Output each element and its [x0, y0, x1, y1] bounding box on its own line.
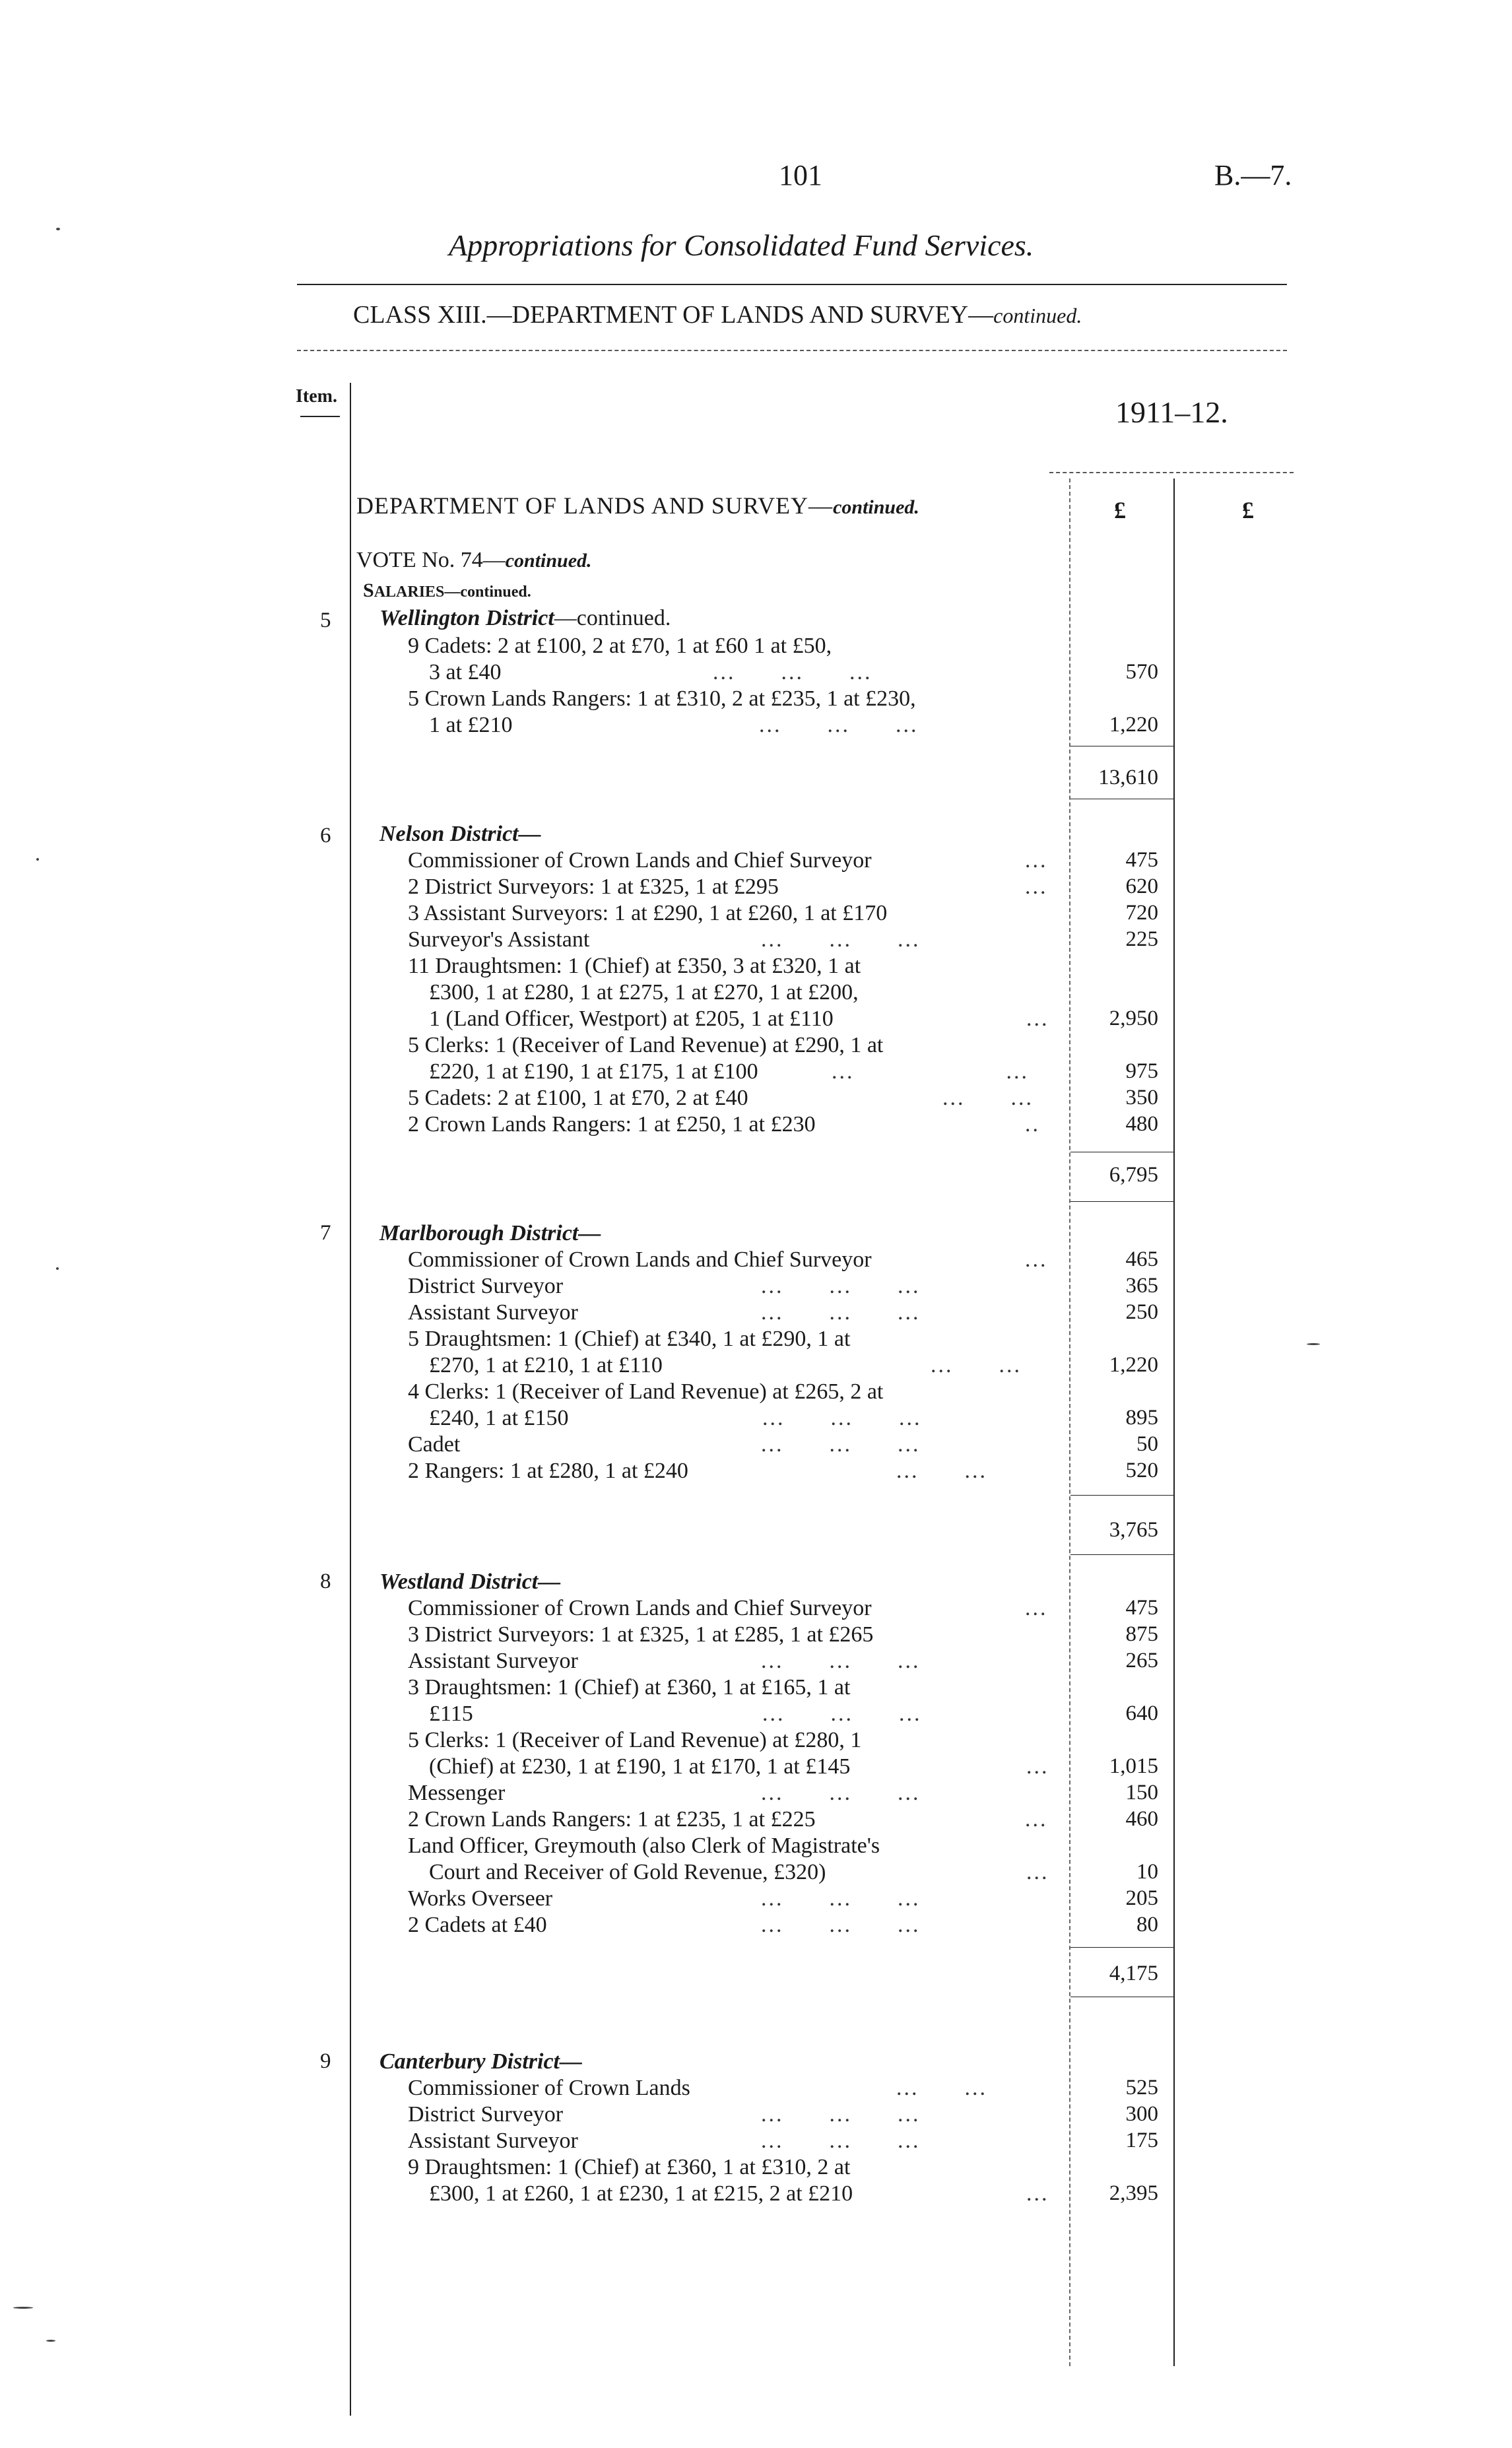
leader-dots: ... [1025, 1807, 1048, 1832]
column-heading-rule [1049, 472, 1294, 473]
district-heading-canterbury: Canterbury District— [379, 2049, 582, 2074]
salaries-heading [363, 579, 531, 602]
line-amount: 1,220 [1109, 1353, 1158, 1377]
line-item [408, 1432, 921, 1457]
line-amount: 1,220 [1109, 713, 1158, 737]
item-column-divider [350, 383, 351, 2416]
item-column-label: Item. [296, 386, 337, 407]
leader-dots: ... ... ... [762, 1702, 922, 1726]
line-item: 4 Clerks: 1 (Receiver of Land Revenue) at £265, 2 at [408, 1379, 884, 1404]
line-item [408, 875, 1048, 900]
class-heading [353, 300, 1082, 329]
leader-dots: ... [1026, 1007, 1049, 1031]
line-amount: 480 [1125, 1112, 1158, 1136]
line-item: 3 Draughtsmen: 1 (Chief) at £360, 1 at £165, 1 at [408, 1675, 851, 1700]
line-item [429, 1059, 1029, 1084]
line-item [429, 660, 872, 685]
line-item-text: 2 Cadets at £40 [408, 1913, 547, 1937]
vote-heading [356, 548, 592, 573]
col2-currency-symbol: £ [1242, 497, 1254, 523]
line-item [408, 1247, 1048, 1273]
leader-dots: .. [1025, 1112, 1040, 1137]
line-item-text: District Surveyor [408, 2102, 564, 2127]
district-total: 13,610 [1098, 766, 1158, 789]
line-amount: 80 [1136, 1913, 1158, 1936]
line-item: 11 Draughtsmen: 1 (Chief) at £350, 3 at £320, 1 at [408, 954, 861, 978]
line-item-text: £220, 1 at £190, 1 at £175, 1 at £100 [429, 1059, 758, 1084]
line-item [429, 713, 919, 738]
department-heading-text: DEPARTMENT OF LANDS AND SURVEY— [356, 492, 834, 519]
leader-dots: ... ... [896, 2076, 987, 2100]
col1-currency-symbol: £ [1114, 497, 1126, 523]
line-item-text: 2 District Surveyors: 1 at £325, 1 at £295 [408, 875, 779, 899]
vote-heading-text: VOTE No. 74— [356, 548, 506, 572]
line-item-text: 1 at £210 [429, 713, 513, 737]
line-item: 5 Crown Lands Rangers: 1 at £310, 2 at £235, 1 at £230, [408, 686, 916, 711]
line-item [408, 1086, 1034, 1111]
line-item-text: Surveyor's Assistant [408, 927, 590, 952]
line-item-text: Assistant Surveyor [408, 1300, 578, 1325]
leader-dots: ... ... ... [713, 660, 872, 684]
district-heading-nelson: Nelson District— [379, 822, 541, 846]
line-item-text: Commissioner of Crown Lands and Chief Surveyor [408, 848, 872, 873]
leader-dots: ... ... [942, 1086, 1034, 1110]
line-amount: 10 [1136, 1860, 1158, 1884]
line-amount: 2,950 [1109, 1007, 1158, 1030]
line-item: 5 Clerks: 1 (Receiver of Land Revenue) at £290, 1 at [408, 1033, 884, 1057]
line-amount: 620 [1125, 875, 1158, 898]
item-number: 6 [320, 824, 331, 847]
line-amount: 475 [1125, 848, 1158, 872]
line-item [408, 1886, 921, 1911]
line-amount: 350 [1125, 1086, 1158, 1109]
item-number: 5 [320, 609, 331, 632]
line-item [429, 1007, 1049, 1032]
leader-dots: ... ... ... [761, 1886, 921, 1911]
line-amount: 720 [1125, 901, 1158, 925]
district-heading-westland: Westland District— [379, 1570, 561, 1594]
line-item: 9 Draughtsmen: 1 (Chief) at £360, 1 at £310, 2 at [408, 2155, 851, 2179]
subtotal-rule [1070, 1495, 1173, 1496]
line-item-text: 2 Crown Lands Rangers: 1 at £235, 1 at £225 [408, 1807, 816, 1832]
line-item-text: Cadet [408, 1432, 461, 1457]
vote-heading-continued: continued. [505, 550, 592, 572]
scan-speck [56, 228, 60, 230]
line-amount: 300 [1125, 2102, 1158, 2126]
leader-dots: ... ... ... [761, 927, 921, 952]
leader-dots: ... ... [896, 1459, 987, 1483]
district-heading-marlborough: Marlborough District— [379, 1221, 601, 1245]
line-item-text: District Surveyor [408, 1274, 564, 1298]
amount-column-right-divider [1173, 479, 1175, 2366]
line-amount: 875 [1125, 1622, 1158, 1646]
item-number: 9 [320, 2049, 331, 2073]
scan-speck [46, 2340, 55, 2342]
line-item [408, 1807, 1048, 1832]
line-amount: 475 [1125, 1596, 1158, 1620]
line-item: 9 Cadets: 2 at £100, 2 at £70, 1 at £60 1 at £50, [408, 634, 832, 658]
item-number: 7 [320, 1221, 331, 1245]
line-amount: 465 [1125, 1247, 1158, 1271]
subtotal-rule [1070, 1554, 1173, 1555]
leader-dots: ... ... ... [761, 1649, 921, 1673]
district-total: 3,765 [1109, 1518, 1158, 1542]
line-item [408, 1596, 1048, 1621]
leader-dots: ... [1025, 1596, 1048, 1620]
line-amount: 640 [1125, 1702, 1158, 1725]
line-amount: 1,015 [1109, 1754, 1158, 1778]
line-amount: 150 [1125, 1781, 1158, 1804]
district-total: 4,175 [1109, 1962, 1158, 1985]
class-heading-continued: continued. [993, 304, 1082, 327]
line-amount: 460 [1125, 1807, 1158, 1831]
leader-dots: ... [1026, 1754, 1049, 1779]
scan-speck [13, 2307, 33, 2309]
line-item [429, 1860, 1049, 1885]
line-item [408, 2129, 921, 2154]
leader-dots: ... ... [931, 1353, 1022, 1377]
line-amount: 520 [1125, 1459, 1158, 1482]
district-heading-wellington [379, 606, 671, 631]
page-number: 101 [779, 159, 822, 191]
scan-speck [56, 1267, 59, 1270]
line-amount: 2,395 [1109, 2181, 1158, 2205]
line-amount: 365 [1125, 1274, 1158, 1298]
line-item [408, 1649, 921, 1674]
line-item [408, 1300, 921, 1325]
line-item-text: Messenger [408, 1781, 506, 1805]
subtotal-rule [1070, 1201, 1173, 1202]
line-amount: 175 [1125, 2129, 1158, 2152]
leader-dots: ... [1025, 1247, 1048, 1272]
leader-dots: ... [1025, 848, 1048, 873]
line-item [429, 1406, 922, 1431]
line-item [408, 848, 1048, 873]
leader-dots: ... [1026, 2181, 1049, 2206]
title-rule [297, 284, 1287, 285]
line-item-text: £300, 1 at £260, 1 at £230, 1 at £215, 2 at £210 [429, 2181, 853, 2206]
line-amount: 570 [1125, 660, 1158, 684]
scan-speck [1307, 1343, 1320, 1345]
line-item-text: Court and Receiver of Gold Revenue, £320) [429, 1860, 826, 1884]
scan-speck [36, 858, 39, 861]
leader-dots: ... ... ... [761, 2102, 921, 2127]
line-item-text: 2 Crown Lands Rangers: 1 at £250, 1 at £230 [408, 1112, 816, 1137]
salaries-heading-rest: ALARIES—continued. [374, 583, 531, 601]
district-total: 6,795 [1109, 1163, 1158, 1187]
line-item [429, 1353, 1022, 1378]
line-item-text: Assistant Surveyor [408, 1649, 578, 1673]
line-item [408, 1274, 921, 1299]
line-item-text: 2 Rangers: 1 at £280, 1 at £240 [408, 1459, 688, 1483]
line-item-text: 1 (Land Officer, Westport) at £205, 1 at £110 [429, 1007, 834, 1031]
line-item-text: Assistant Surveyor [408, 2129, 578, 2153]
line-item: 5 Draughtsmen: 1 (Chief) at £340, 1 at £290, 1 at [408, 1327, 851, 1351]
leader-dots: ... ... ... [761, 1300, 921, 1325]
line-item [408, 927, 921, 952]
line-item [429, 1754, 1049, 1779]
subtotal-rule [1070, 1947, 1173, 1948]
line-item: 3 District Surveyors: 1 at £325, 1 at £285, 1 at £265 [408, 1622, 874, 1647]
leader-dots: ... ... ... [761, 2129, 921, 2153]
leader-dots: ... ... ... [759, 713, 919, 737]
leader-dots: ... ... ... [762, 1406, 922, 1430]
line-item [408, 2102, 921, 2127]
district-name: Wellington District [379, 606, 554, 630]
line-item-text: (Chief) at £230, 1 at £190, 1 at £170, 1 at £145 [429, 1754, 851, 1779]
line-item: Land Officer, Greymouth (also Clerk of Magistrate's [408, 1834, 880, 1858]
salaries-heading-initial: S [363, 579, 374, 601]
page-title: Appropriations for Consolidated Fund Services. [449, 228, 1034, 262]
leader-dots: ... [1026, 1860, 1049, 1884]
line-item [408, 1112, 1040, 1137]
class-heading-rule [297, 350, 1287, 351]
paper-reference: B.—7. [1214, 159, 1292, 191]
line-item: 5 Clerks: 1 (Receiver of Land Revenue) at £280, 1 [408, 1728, 862, 1752]
line-amount: 975 [1125, 1059, 1158, 1083]
line-item-text: £115 [429, 1702, 473, 1726]
line-item-text: Commissioner of Crown Lands and Chief Surveyor [408, 1596, 872, 1620]
line-item: 3 Assistant Surveyors: 1 at £290, 1 at £260, 1 at £170 [408, 901, 888, 925]
leader-dots: ... ... ... [761, 1913, 921, 1937]
class-heading-text: CLASS XIII.—DEPARTMENT OF LANDS AND SURVEY— [353, 301, 994, 329]
line-item-text: 3 at £40 [429, 660, 502, 684]
line-item-text: Commissioner of Crown Lands [408, 2076, 690, 2100]
line-amount: 225 [1125, 927, 1158, 951]
line-amount: 205 [1125, 1886, 1158, 1910]
line-amount: 265 [1125, 1649, 1158, 1672]
line-item-text: Works Overseer [408, 1886, 553, 1911]
line-item-text: Commissioner of Crown Lands and Chief Surveyor [408, 1247, 872, 1272]
line-amount: 50 [1136, 1432, 1158, 1456]
line-item [429, 2181, 1049, 2206]
line-item [408, 1781, 921, 1806]
leader-dots: ... [1025, 875, 1048, 899]
line-item-text: £240, 1 at £150 [429, 1406, 569, 1430]
line-item [408, 1459, 987, 1484]
line-amount: 525 [1125, 2076, 1158, 2100]
line-item [408, 2076, 987, 2101]
line-item-text: 5 Cadets: 2 at £100, 1 at £70, 2 at £40 [408, 1086, 748, 1110]
line-item: £300, 1 at £280, 1 at £275, 1 at £270, 1 at £200, [429, 980, 859, 1005]
leader-dots: ... ... ... [761, 1781, 921, 1805]
line-amount: 895 [1125, 1406, 1158, 1430]
leader-dots: ... ... ... [761, 1432, 921, 1457]
leader-dots: ... ... [832, 1059, 1029, 1084]
line-item [429, 1702, 922, 1727]
year-column-label: 1911–12. [1115, 395, 1228, 429]
department-heading-continued: continued. [833, 496, 919, 518]
item-label-rule [300, 416, 340, 417]
line-item-text: £270, 1 at £210, 1 at £110 [429, 1353, 663, 1377]
line-amount: 250 [1125, 1300, 1158, 1324]
department-heading [356, 492, 919, 519]
line-item [408, 1913, 921, 1938]
item-number: 8 [320, 1570, 331, 1593]
district-name-suffix: —continued. [554, 606, 671, 630]
leader-dots: ... ... ... [761, 1274, 921, 1298]
